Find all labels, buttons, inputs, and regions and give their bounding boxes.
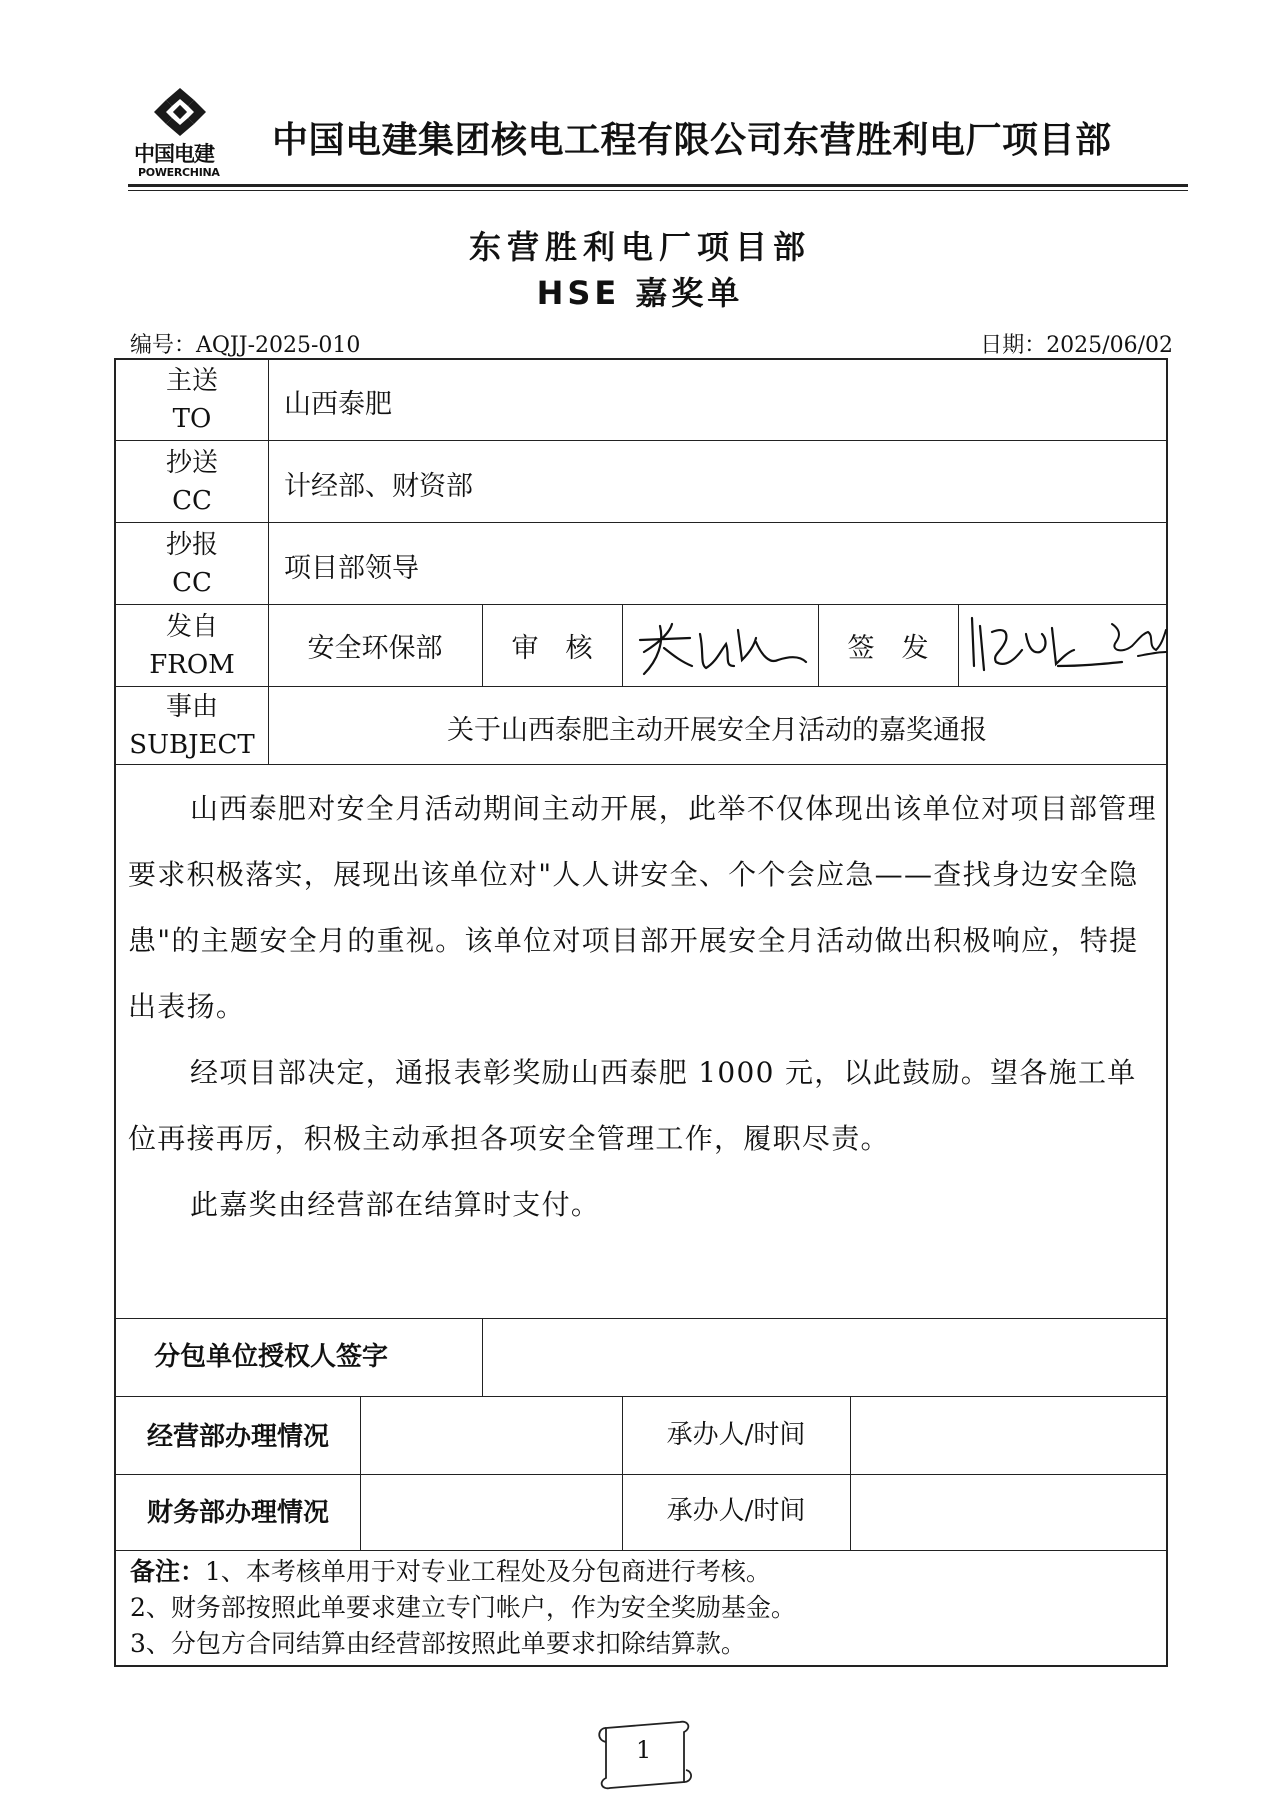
to-label: 主送 TO <box>165 366 218 434</box>
body-paragraph: 此嘉奖由经营部在结算时支付。 <box>190 1188 601 1221</box>
document-title: 东营胜利电厂项目部 <box>468 228 811 266</box>
note-line: 3、分包方合同结算由经营部按照此单要求扣除结算款。 <box>130 1629 746 1658</box>
cc-value: 计经部、财资部 <box>284 471 473 502</box>
to-value: 山西泰肥 <box>284 389 392 420</box>
subcontractor-sign-label: 分包单位授权人签字 <box>153 1342 388 1372</box>
document-number: 编号：AQJJ-2025-010 <box>130 333 361 358</box>
logo-chinese-text: 中国电建 <box>134 142 214 166</box>
row-divider <box>116 1550 1166 1551</box>
operations-handler-field[interactable] <box>850 1396 1166 1474</box>
operations-dept-label: 经营部办理情况 <box>146 1422 329 1452</box>
operations-dept-field[interactable] <box>360 1396 622 1474</box>
page-number <box>584 1712 704 1802</box>
row-divider <box>116 686 1166 687</box>
cc-label: 抄送 CC <box>165 448 218 516</box>
column-divider <box>958 604 959 686</box>
cc-report-value: 项目部领导 <box>284 553 419 584</box>
row-divider <box>116 440 1166 441</box>
issuer-signature-icon <box>962 606 1168 684</box>
column-divider <box>268 360 269 764</box>
subcontractor-sign-field[interactable] <box>482 1318 1166 1396</box>
company-logo <box>128 86 230 182</box>
review-label: 审 核 <box>511 633 593 664</box>
column-divider <box>622 604 623 686</box>
powerchina-logo-icon <box>150 86 210 138</box>
reviewer-signature-icon <box>630 612 810 682</box>
finance-dept-field[interactable] <box>360 1474 622 1550</box>
body-paragraph: 经项目部决定，通报表彰奖励山西泰肥 1000 元，以此鼓励。望各施工单位再接再厉，积极主动承担各项安全管理工作，履职尽责。 <box>128 1056 1137 1155</box>
document-subtitle: HSE 嘉奖单 <box>536 274 744 312</box>
row-divider <box>116 522 1166 523</box>
cc-report-label: 抄报 CC <box>165 530 218 598</box>
award-body-text <box>128 764 1158 1238</box>
subject-value: 关于山西泰肥主动开展安全月活动的嘉奖通报 <box>447 715 987 746</box>
company-name: 中国电建集团核电工程有限公司东营胜利电厂项目部 <box>272 120 1112 161</box>
finance-handler-field[interactable] <box>850 1474 1166 1550</box>
note-line: 备注：1、本考核单用于对专业工程处及分包商进行考核。 <box>130 1557 771 1586</box>
page-number-value: 1 <box>636 1736 652 1764</box>
logo-english-text: POWERCHINA <box>138 166 220 179</box>
header-rule-thin <box>128 190 1188 191</box>
row-divider <box>116 604 1166 605</box>
notes-prefix: 备注： <box>130 1557 206 1586</box>
document-date: 日期：2025/06/02 <box>980 333 1173 358</box>
from-value: 安全环保部 <box>307 633 443 664</box>
issue-label: 签 发 <box>847 633 929 664</box>
header-rule <box>128 184 1188 187</box>
finance-handler-label: 承办人/时间 <box>666 1496 806 1526</box>
finance-dept-label: 财务部办理情况 <box>146 1498 329 1528</box>
subject-label: 事由 SUBJECT <box>129 692 255 760</box>
body-paragraph: 山西泰肥对安全月活动期间主动开展，此举不仅体现出该单位对项目部管理要求积极落实，展现出该单位对"人人讲安全、个个会应急——查找身边安全隐患"的主题安全月的重视。该单位对项目部开展安全月活动做出积极响应，特提出表扬。 <box>128 792 1157 1023</box>
award-form-table <box>114 358 1168 1667</box>
notes-section <box>130 1554 796 1662</box>
from-label: 发自 FROM <box>149 612 235 680</box>
note-line: 2、财务部按照此单要求建立专门帐户，作为安全奖励基金。 <box>130 1593 796 1622</box>
operations-handler-label: 承办人/时间 <box>666 1420 806 1450</box>
